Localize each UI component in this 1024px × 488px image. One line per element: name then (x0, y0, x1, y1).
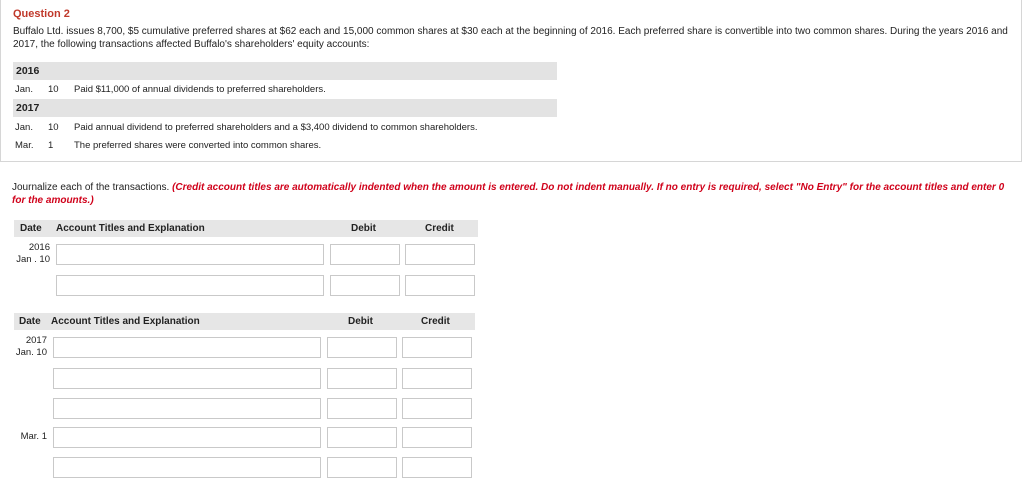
account-title-input[interactable] (53, 427, 321, 448)
credit-input[interactable] (402, 337, 472, 358)
header-debit: Debit (351, 223, 376, 234)
journal-header-2 (14, 313, 475, 330)
credit-input[interactable] (405, 244, 475, 265)
transaction-month: Jan. (15, 84, 33, 95)
credit-input[interactable] (402, 457, 472, 478)
header-debit: Debit (348, 316, 373, 327)
account-title-input[interactable] (53, 398, 321, 419)
transaction-day: 1 (48, 140, 54, 151)
year-header-2016: 2016 (13, 62, 557, 80)
entry-date-year: 2016 (28, 242, 50, 253)
journal-header-1 (14, 220, 478, 237)
entry-date (14, 335, 47, 359)
debit-input[interactable] (327, 457, 397, 478)
transaction-month: Jan. (15, 122, 33, 133)
debit-input[interactable] (327, 368, 397, 389)
account-title-input[interactable] (56, 244, 324, 265)
account-title-input[interactable] (53, 337, 321, 358)
credit-input[interactable] (402, 398, 472, 419)
debit-input[interactable] (327, 398, 397, 419)
header-date: Date (19, 316, 41, 327)
header-account-titles: Account Titles and Explanation (56, 223, 205, 234)
debit-input[interactable] (327, 427, 397, 448)
account-title-input[interactable] (53, 368, 321, 389)
year-header-2017: 2017 (13, 99, 557, 117)
entry-date-day: Mar. 1 (20, 431, 47, 442)
debit-input[interactable] (327, 337, 397, 358)
header-credit: Credit (425, 223, 454, 234)
entry-date (14, 242, 50, 266)
credit-input[interactable] (405, 275, 475, 296)
transaction-day: 10 (48, 122, 59, 133)
entry-date (14, 431, 47, 443)
transaction-description: Paid $11,000 of annual dividends to preferred shareholders. (74, 84, 326, 95)
instructions-note: (Credit account titles are automatically indented when the amount is entered. Do not indent manually. If no entry is required, select "No Entry" for the account titles and enter 0 for the amounts.) (12, 182, 1005, 206)
debit-input[interactable] (330, 275, 400, 296)
entry-date-day: Jan . 10 (16, 254, 50, 265)
credit-input[interactable] (402, 368, 472, 389)
transaction-day: 10 (48, 84, 59, 95)
entry-date-day: Jan. 10 (15, 347, 47, 358)
debit-input[interactable] (330, 244, 400, 265)
account-title-input[interactable] (56, 275, 324, 296)
entry-date-year: 2017 (25, 335, 47, 346)
instructions (12, 181, 1012, 207)
question-text: Buffalo Ltd. issues 8,700, $5 cumulative preferred shares at $62 each and 15,000 common shares at $30 each at the beginning of 2016. Each preferred share is convertible into two common shares. During the years 2016 and 2017, the following transactions affected Buffalo's shareholders' equity accounts: (13, 26, 1008, 50)
transaction-month: Mar. (15, 140, 34, 151)
header-account-titles: Account Titles and Explanation (51, 316, 200, 327)
credit-input[interactable] (402, 427, 472, 448)
transaction-description: Paid annual dividend to preferred shareholders and a $3,400 dividend to common shareholders. (74, 122, 478, 133)
question-title: Question 2 (13, 8, 70, 20)
question-panel (0, 0, 1022, 162)
header-date: Date (20, 223, 42, 234)
instructions-text: Journalize each of the transactions. (12, 182, 173, 193)
transaction-description: The preferred shares were converted into common shares. (74, 140, 322, 151)
account-title-input[interactable] (53, 457, 321, 478)
header-credit: Credit (421, 316, 450, 327)
